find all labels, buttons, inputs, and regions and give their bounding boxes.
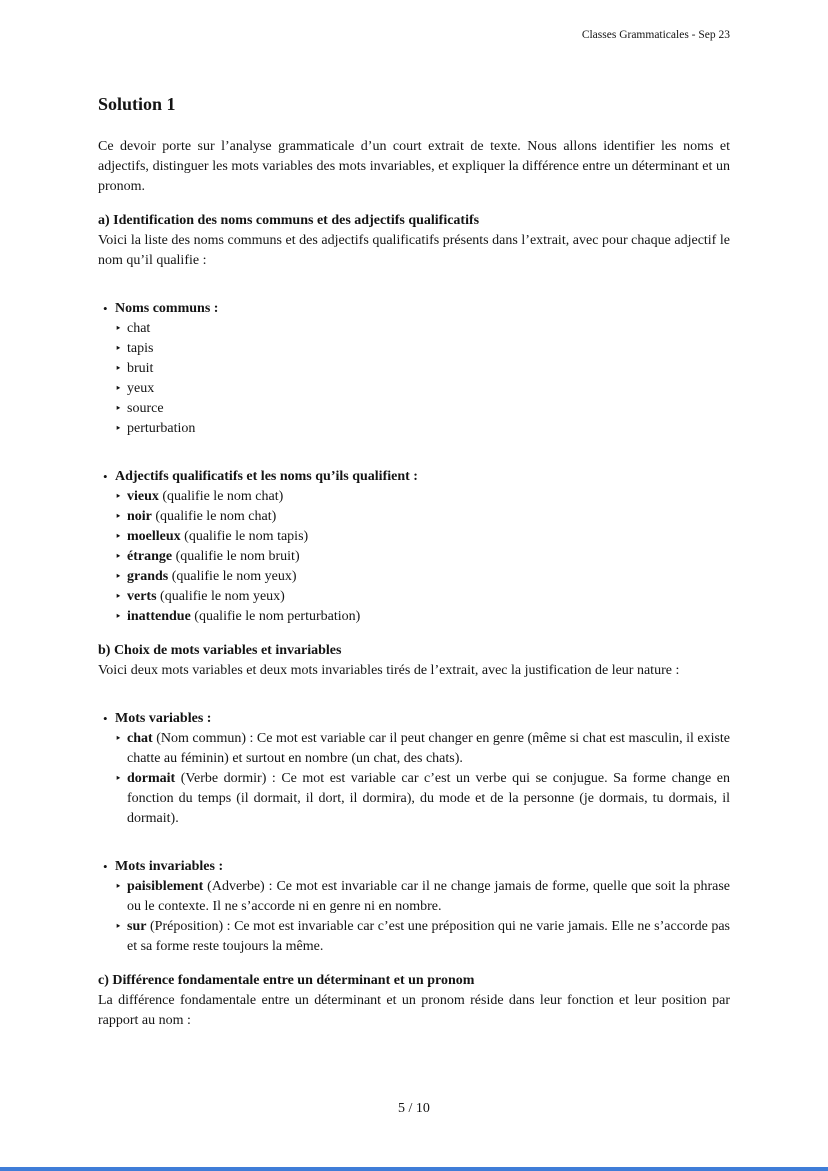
list-item [115, 769, 730, 829]
adjectif-desc: (qualifie le nom perturbation) [194, 609, 361, 624]
adjectif-desc: (qualifie le nom chat) [162, 489, 284, 504]
group-label-row [98, 299, 730, 319]
group-label-row [98, 709, 730, 729]
list-item [115, 527, 730, 547]
list-item [115, 359, 730, 379]
bullet-icon: • [103, 859, 108, 874]
list-item [115, 547, 730, 567]
adjectif-term: verts [127, 589, 157, 604]
triangle-bullet-icon: ‣ [115, 551, 122, 563]
mot-desc: (Verbe dormir) : Ce mot est variable car c’est un verbe qui se conjugue. Sa forme change en fonction du temps (il dormait, il dort, il dormira), du mode et de la personne (je dormais, tu dormais, il dormait). [127, 771, 731, 826]
triangle-bullet-icon: ‣ [115, 491, 122, 503]
list-item [115, 729, 730, 769]
triangle-bullet-icon: ‣ [115, 773, 122, 785]
list-item [115, 507, 730, 527]
section-c-heading: c) Différence fondamentale entre un déterminant et un pronom [98, 973, 475, 988]
nom-commun: yeux [127, 381, 155, 396]
solution-title: Solution 1 [98, 94, 176, 114]
list-item [115, 877, 730, 917]
section-b-intro: Voici deux mots variables et deux mots invariables tirés de l’extrait, avec la justification de leur nature : [98, 663, 680, 678]
adjectif-term: moelleux [127, 529, 181, 544]
adjectif-desc: (qualifie le nom bruit) [175, 549, 300, 564]
adjectif-term: vieux [127, 489, 159, 504]
adjectif-term: grands [127, 569, 169, 584]
triangle-bullet-icon: ‣ [115, 531, 122, 543]
list-item [115, 607, 730, 627]
mots-variables-group [98, 709, 730, 829]
adjectif-term: étrange [127, 549, 173, 564]
noms-communs-label: Noms communs : [115, 301, 219, 316]
nom-commun: tapis [127, 341, 154, 356]
list-item [115, 917, 730, 957]
triangle-bullet-icon: ‣ [115, 423, 122, 435]
adjectif-desc: (qualifie le nom tapis) [184, 529, 309, 544]
list-item [115, 379, 730, 399]
list-item [115, 567, 730, 587]
section-c-intro: La différence fondamentale entre un déterminant et un pronom réside dans leur fonction et leur position par rapport au nom : [98, 993, 730, 1028]
triangle-bullet-icon: ‣ [115, 363, 122, 375]
page-number: 5 / 10 [398, 1101, 430, 1116]
list-item [115, 587, 730, 607]
group-label-row [98, 467, 730, 487]
mot-desc: (Préposition) : Ce mot est invariable car c’est une préposition qui ne varie jamais. Elle ne s’accorde pas et sa forme reste toujours la même. [127, 919, 731, 954]
mot-desc: (Nom commun) : Ce mot est variable car il peut changer en genre (même si chat est masculin, il existe chatte au féminin) et surtout en nombre (un chat, des chats). [127, 731, 731, 766]
page-header [98, 28, 730, 42]
adjectifs-label: Adjectifs qualificatifs et les noms qu’ils qualifient : [115, 469, 418, 484]
mots-variables-list [115, 729, 730, 829]
triangle-bullet-icon: ‣ [115, 921, 122, 933]
noms-communs-list [115, 319, 730, 439]
bullet-icon: • [103, 469, 108, 484]
adjectif-desc: (qualifie le nom yeux) [160, 589, 285, 604]
mot-desc: (Adverbe) : Ce mot est invariable car il ne change jamais de forme, quelle que soit la phrase ou le contexte. Il ne s’accorde ni en genre ni en nombre. [127, 879, 730, 914]
triangle-bullet-icon: ‣ [115, 343, 122, 355]
adjectif-term: inattendue [127, 609, 191, 624]
list-item [115, 399, 730, 419]
noms-communs-group [98, 299, 730, 439]
triangle-bullet-icon: ‣ [115, 403, 122, 415]
course-label: Classes Grammaticales - Sep 23 [581, 29, 730, 41]
nom-commun: chat [127, 321, 151, 336]
section-b-heading: b) Choix de mots variables et invariables [98, 643, 342, 658]
mot-term: paisiblement [127, 879, 204, 894]
bottom-accent-bar [0, 1167, 828, 1171]
list-item [115, 487, 730, 507]
mot-term: dormait [127, 771, 176, 786]
list-item [115, 319, 730, 339]
mots-invariables-label: Mots invariables : [115, 859, 224, 874]
nom-commun: bruit [127, 361, 154, 376]
triangle-bullet-icon: ‣ [115, 591, 122, 603]
mots-variables-label: Mots variables : [115, 711, 212, 726]
adjectifs-list [115, 487, 730, 627]
bullet-icon: • [103, 301, 108, 316]
adjectif-desc: (qualifie le nom chat) [155, 509, 277, 524]
triangle-bullet-icon: ‣ [115, 383, 122, 395]
adjectif-term: noir [127, 509, 152, 524]
mot-term: sur [127, 919, 147, 934]
list-item [115, 419, 730, 439]
nom-commun: perturbation [127, 421, 196, 436]
bullet-icon: • [103, 711, 108, 726]
list-item [115, 339, 730, 359]
triangle-bullet-icon: ‣ [115, 611, 122, 623]
triangle-bullet-icon: ‣ [115, 511, 122, 523]
intro-paragraph: Ce devoir porte sur l’analyse grammaticale d’un court extrait de texte. Nous allons identifier les noms et adjectifs, distinguer les mots variables des mots invariables, et expliquer la différence entre un déterminant et un pronom. [98, 139, 730, 194]
triangle-bullet-icon: ‣ [115, 733, 122, 745]
mots-invariables-list [115, 877, 730, 957]
mots-invariables-group [98, 857, 730, 957]
section-a-heading: a) Identification des noms communs et des adjectifs qualificatifs [98, 213, 480, 228]
adjectifs-group [98, 467, 730, 627]
section-a-intro: Voici la liste des noms communs et des adjectifs qualificatifs présents dans l’extrait, avec pour chaque adjectif le nom qu’il qualifie : [98, 233, 730, 268]
mot-term: chat [127, 731, 153, 746]
triangle-bullet-icon: ‣ [115, 881, 122, 893]
group-label-row [98, 857, 730, 877]
triangle-bullet-icon: ‣ [115, 571, 122, 583]
triangle-bullet-icon: ‣ [115, 323, 122, 335]
nom-commun: source [127, 401, 164, 416]
adjectif-desc: (qualifie le nom yeux) [171, 569, 297, 584]
